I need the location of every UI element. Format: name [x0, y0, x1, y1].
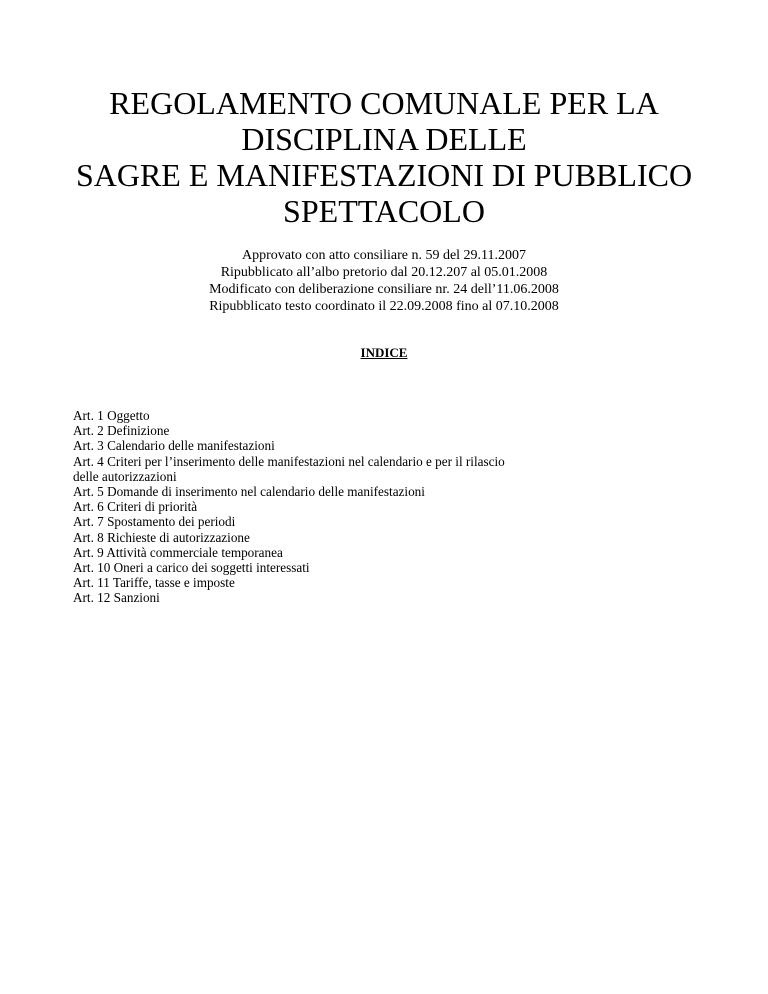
- toc-item: Art. 11 Tariffe, tasse e imposte: [73, 575, 235, 591]
- toc-item: Art. 2 Definizione: [73, 423, 170, 439]
- toc-item: Art. 9 Attività commerciale temporanea: [73, 544, 283, 560]
- toc-item: Art. 5 Domande di inserimento nel calendario delle manifestazioni: [73, 484, 425, 500]
- title-line: SAGRE E MANIFESTAZIONI DI PUBBLICO: [75, 157, 693, 193]
- toc-item: Art. 10 Oneri a carico dei soggetti interessati: [73, 560, 310, 576]
- toc-item: Art. 6 Criteri di priorità: [73, 499, 198, 515]
- toc-item: Art. 7 Spostamento dei periodi: [73, 514, 236, 530]
- table-of-contents: [73, 408, 633, 606]
- toc-item: Art. 4 Criteri per l’inserimento delle manifestazioni nel calendario e per il rilascio: [73, 453, 505, 469]
- approval-line: Modificato con deliberazione consiliare nr. 24 dell’11.06.2008: [209, 282, 559, 297]
- approval-line: Ripubblicato all’albo pretorio dal 20.12.207 al 05.01.2008: [220, 265, 548, 280]
- toc-item: delle autorizzazioni: [73, 468, 177, 484]
- index-heading: INDICE: [360, 345, 408, 360]
- approval-line: Ripubblicato testo coordinato il 22.09.2008 fino al 07.10.2008: [209, 299, 559, 314]
- toc-item: Art. 8 Richieste di autorizzazione: [73, 529, 250, 545]
- toc-item: Art. 12 Sanzioni: [73, 590, 160, 606]
- title-line: DISCIPLINA DELLE: [241, 121, 527, 157]
- title-line: SPETTACOLO: [283, 193, 485, 229]
- approval-line: Approvato con atto consiliare n. 59 del 29.11.2007: [241, 248, 527, 263]
- approval-notes: [80, 247, 688, 315]
- title-line: REGOLAMENTO COMUNALE PER LA: [109, 85, 659, 121]
- document-title: [40, 85, 728, 229]
- toc-item: Art. 1 Oggetto: [73, 408, 150, 423]
- toc-item: Art. 3 Calendario delle manifestazioni: [73, 438, 275, 454]
